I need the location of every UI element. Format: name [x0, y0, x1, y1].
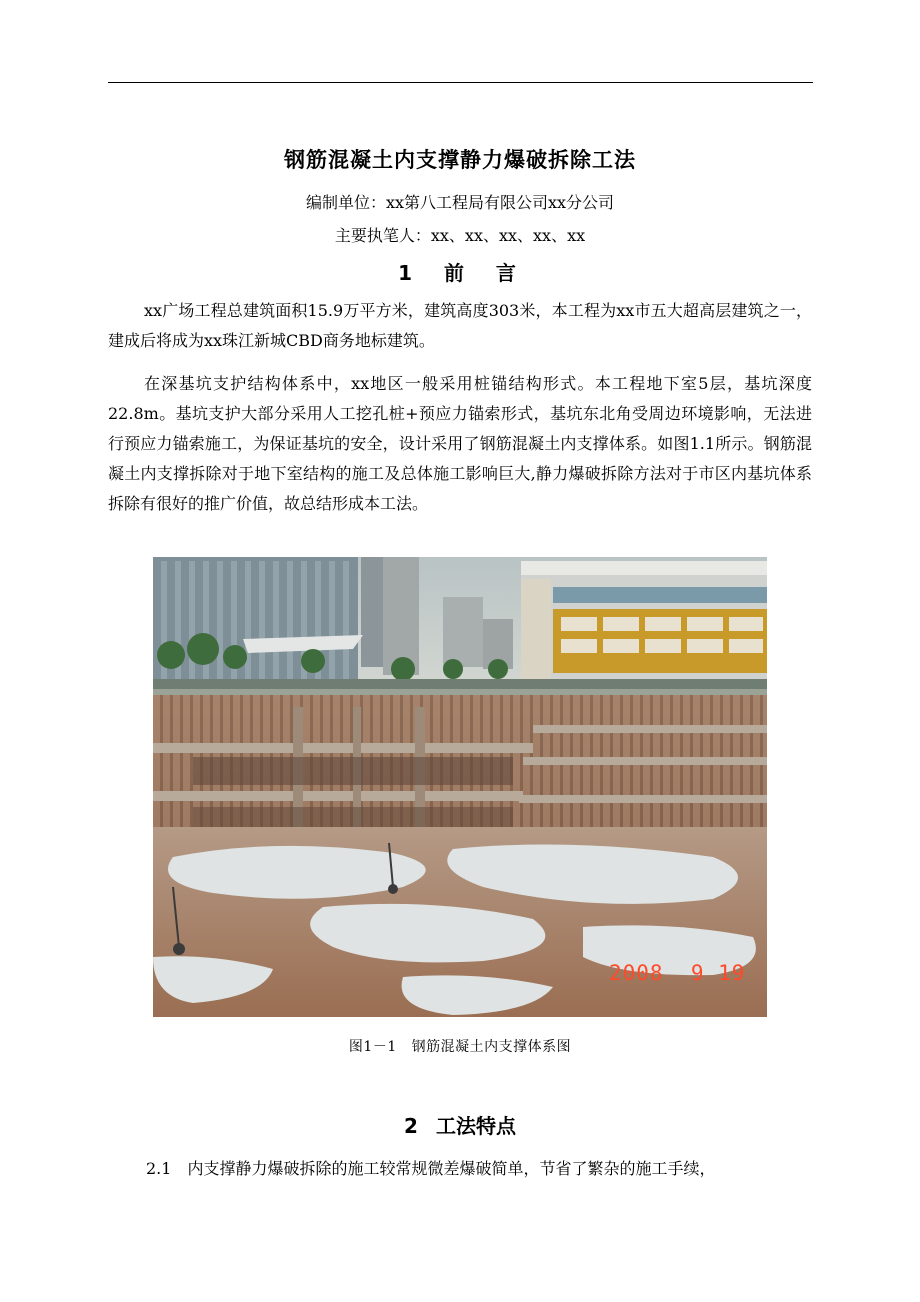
- header-rule: [108, 82, 813, 83]
- paragraph-2: 在深基坑支护结构体系中，xx地区一般采用桩锚结构形式。本工程地下室5层，基坑深度22.8m。基坑支护大部分采用人工挖孔桩+预应力锚索形式，基坑东北角受周边环境影响，无法进行预应力锚索施工，为保证基坑的安全，设计采用了钢筋混凝土内支撑体系。如图1.1所示。钢筋混凝土内支撑拆除对于地下室结构的施工及总体施工影响巨大,静力爆破拆除方法对于市区内基坑体系拆除有很好的推广价值，故总结形成本工法。: [108, 374, 812, 513]
- section-2-number: 2: [404, 1114, 418, 1138]
- item-2-1: [146, 1154, 836, 1184]
- authors-line: 主要执笔人：xx、xx、xx、xx、xx: [334, 226, 586, 245]
- item-2-1-text: 内支撑静力爆破拆除的施工较常规微差爆破简单，节省了繁杂的施工手续，: [187, 1159, 716, 1178]
- section-2-heading: [0, 1110, 920, 1139]
- section-1-heading: 1 前 言: [398, 261, 522, 285]
- paragraph-1: xx广场工程总建筑面积15.9万平方米，建筑高度303米，本工程为xx市五大超高层建筑之一，建成后将成为xx珠江新城CBD商务地标建筑。: [108, 301, 812, 350]
- excavation-photo: [153, 557, 767, 1017]
- section-2-title: 工法特点: [435, 1114, 516, 1138]
- compiler-line: 编制单位：xx第八工程局有限公司xx分公司: [305, 193, 615, 212]
- excavation-photo-illustration: [153, 557, 767, 1017]
- figure-caption: 图1－1 钢筋混凝土内支撑体系图: [348, 1039, 572, 1055]
- document-title: 钢筋混凝土内支撑静力爆破拆除工法: [284, 148, 636, 172]
- item-2-1-number: 2.1: [146, 1159, 172, 1178]
- photo-date-stamp: 2008 9 19: [609, 961, 746, 985]
